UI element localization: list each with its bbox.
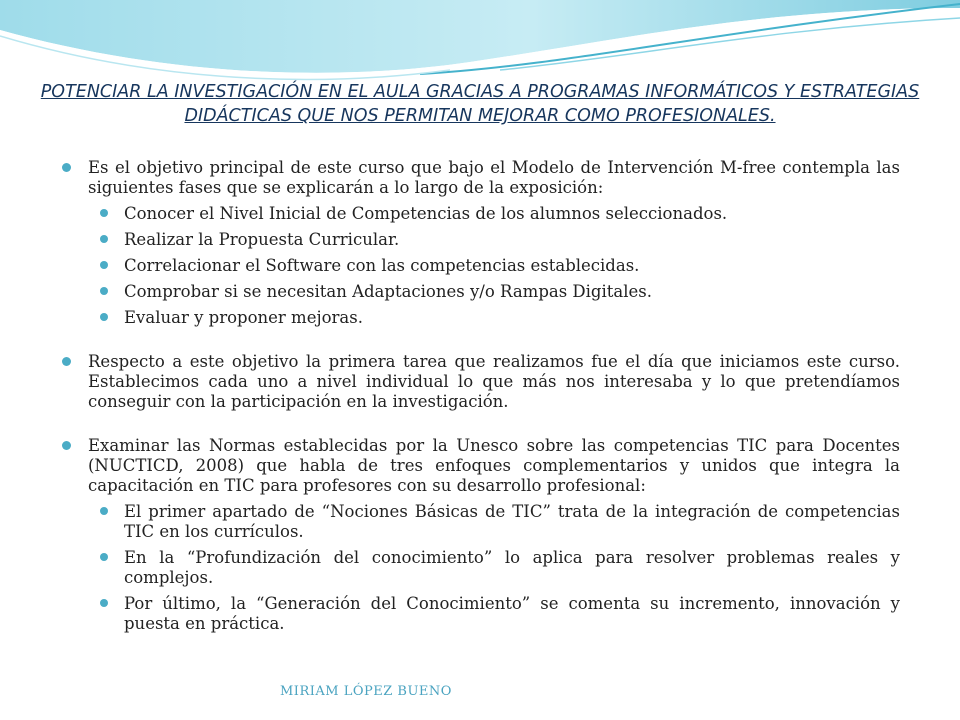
objective-paragraph: Es el objetivo principal de este curso que bajo el Modelo de Intervención M-free contempla las siguientes fases que se explicarán a lo largo de la exposición:: [62, 158, 900, 198]
phase-item: Comprobar si se necesitan Adaptaciones y/o Rampas Digitales.: [62, 282, 900, 302]
first-task-paragraph: Respecto a este objetivo la primera tarea que realizamos fue el día que iniciamos este curso. Establecimos cada uno a nivel individual lo que más nos interesaba y lo que pretendíamos conseguir con la participación en la investigación.: [62, 352, 900, 412]
phase-item: Realizar la Propuesta Curricular.: [62, 230, 900, 250]
page-title: POTENCIAR LA INVESTIGACIÓN EN EL AULA GRACIAS A PROGRAMAS INFORMÁTICOS Y ESTRATEGIAS DIDÁCTICAS QUE NOS PERMITAN MEJORAR COMO PROFESIONALES.: [40, 82, 920, 126]
phase-item: Correlacionar el Software con las competencias establecidas.: [62, 256, 900, 276]
author-footer: MIRIAM LÓPEZ BUENO: [280, 684, 452, 699]
slide-content: [62, 158, 900, 634]
unesco-item: En la “Profundización del conocimiento” lo aplica para resolver problemas reales y complejos.: [62, 548, 900, 588]
unesco-paragraph: Examinar las Normas establecidas por la Unesco sobre las competencias TIC para Docentes (NUCTICD, 2008) que habla de tres enfoques complementarios y unidos que integra la capacitación en TIC para profesores con su desarrollo profesional:: [62, 436, 900, 496]
phase-item: Conocer el Nivel Inicial de Competencias de los alumnos seleccionados.: [62, 204, 900, 224]
unesco-item: El primer apartado de “Nociones Básicas de TIC” trata de la integración de competencias TIC en los currículos.: [62, 502, 900, 542]
unesco-item: Por último, la “Generación del Conocimiento” se comenta su incremento, innovación y puesta en práctica.: [62, 594, 900, 634]
phase-item: Evaluar y proponer mejoras.: [62, 308, 900, 328]
